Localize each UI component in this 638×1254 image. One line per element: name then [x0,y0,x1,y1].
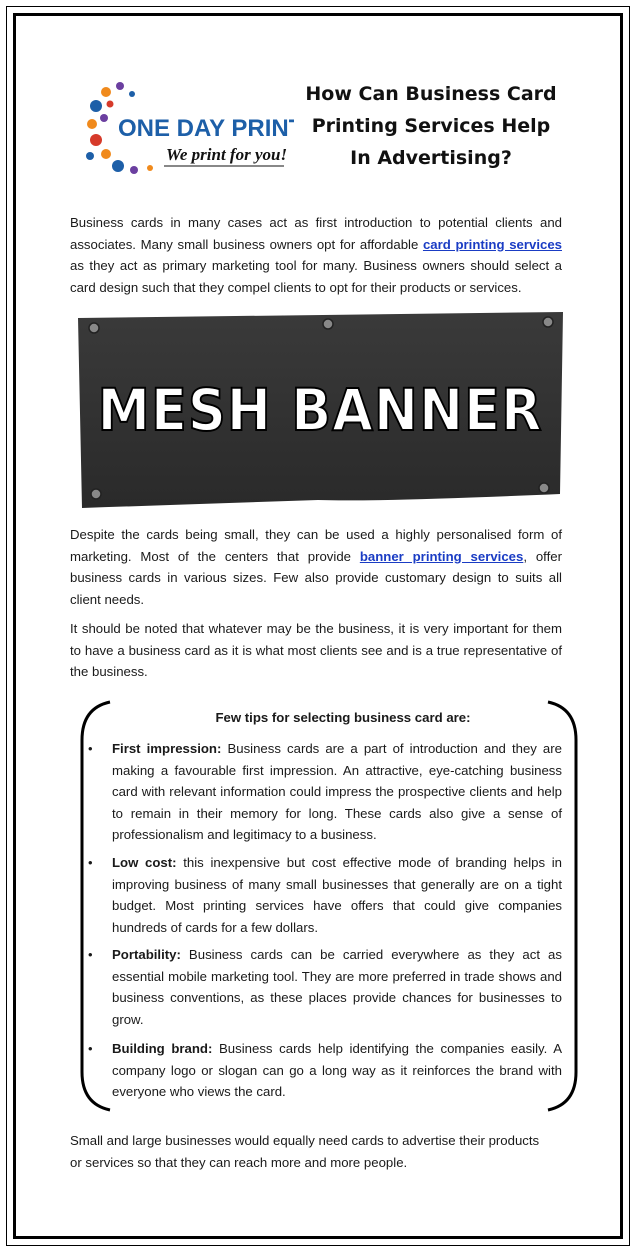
page-title [290,78,572,174]
title-line-2: Printing Services Help [311,115,551,137]
tips-heading: Few tips for selecting business card are: [215,710,471,725]
paragraph-2: Despite the cards being small, they can be used a highly personalised form of marketing. Most of the centers that provide banner printing services, offer business cards in various sizes. Few also provide customary design to suits all client needs. [70,527,562,607]
closing-paragraph: Small and large businesses would equally need cards to advertise their products or services so that they can reach more and more people. [70,1133,540,1170]
title-line-3: In Advertising? [350,147,512,169]
banner-printing-services-link[interactable]: banner printing services [359,548,524,564]
logo-tagline-text: We print for you! [166,145,288,164]
intro-paragraph: Business cards in many cases act as first introduction to potential clients and associates. Many small business owners opt for affordable card printing services as they act as primary marketing tool for many. Business owners should select a card design such that they compel clients to opt for their products or services. [70,215,562,295]
tips-box [78,700,580,1112]
tip-item-first-impression: • First impression: Business cards are a part of introduction and they are making a favourable first impression. An attractive, eye-catching business card with relevant information could impress the prospective clients and help to remain in their memory for long. These cards also give a sense of professionalism and legitimacy to a business. [112,738,562,846]
tip-item-low-cost: • Low cost: this inexpensive but cost effective mode of branding helps in improving business of many small businesses that generally are on a tight budget. Most printing services have offers that could give companies hundreds of cards for a few dollars. [112,852,562,938]
banner-text: MESH BANNER [97,376,543,444]
left-bracket-decoration [78,700,114,1112]
bullet-icon: • [88,855,93,870]
mesh-banner-image [78,312,563,510]
tip-item-building-brand: • Building brand: Business cards help identifying the companies easily. A company logo or slogan can go a long way as it reinforces the brand with everyone who views the card. [112,1038,562,1103]
title-line-1: How Can Business Card [305,83,557,105]
one-day-print-logo [84,78,294,178]
bullet-icon: • [88,947,93,962]
tip-item-portability: • Portability: Business cards can be carried everywhere as they act as essential mobile marketing tool. They are more preferred in trade shows and business conventions, as these places provide chances for businesses to grow. [112,944,562,1030]
card-printing-services-link[interactable]: card printing services [422,236,562,252]
bullet-icon: • [88,741,93,756]
bullet-icon: • [88,1041,93,1056]
logo-brand-text: ONE DAY PRINT [118,115,294,142]
paragraph-3: It should be noted that whatever may be the business, it is very important for them to have a business card as it is what most clients see and is a true representative of the business. [70,621,562,679]
